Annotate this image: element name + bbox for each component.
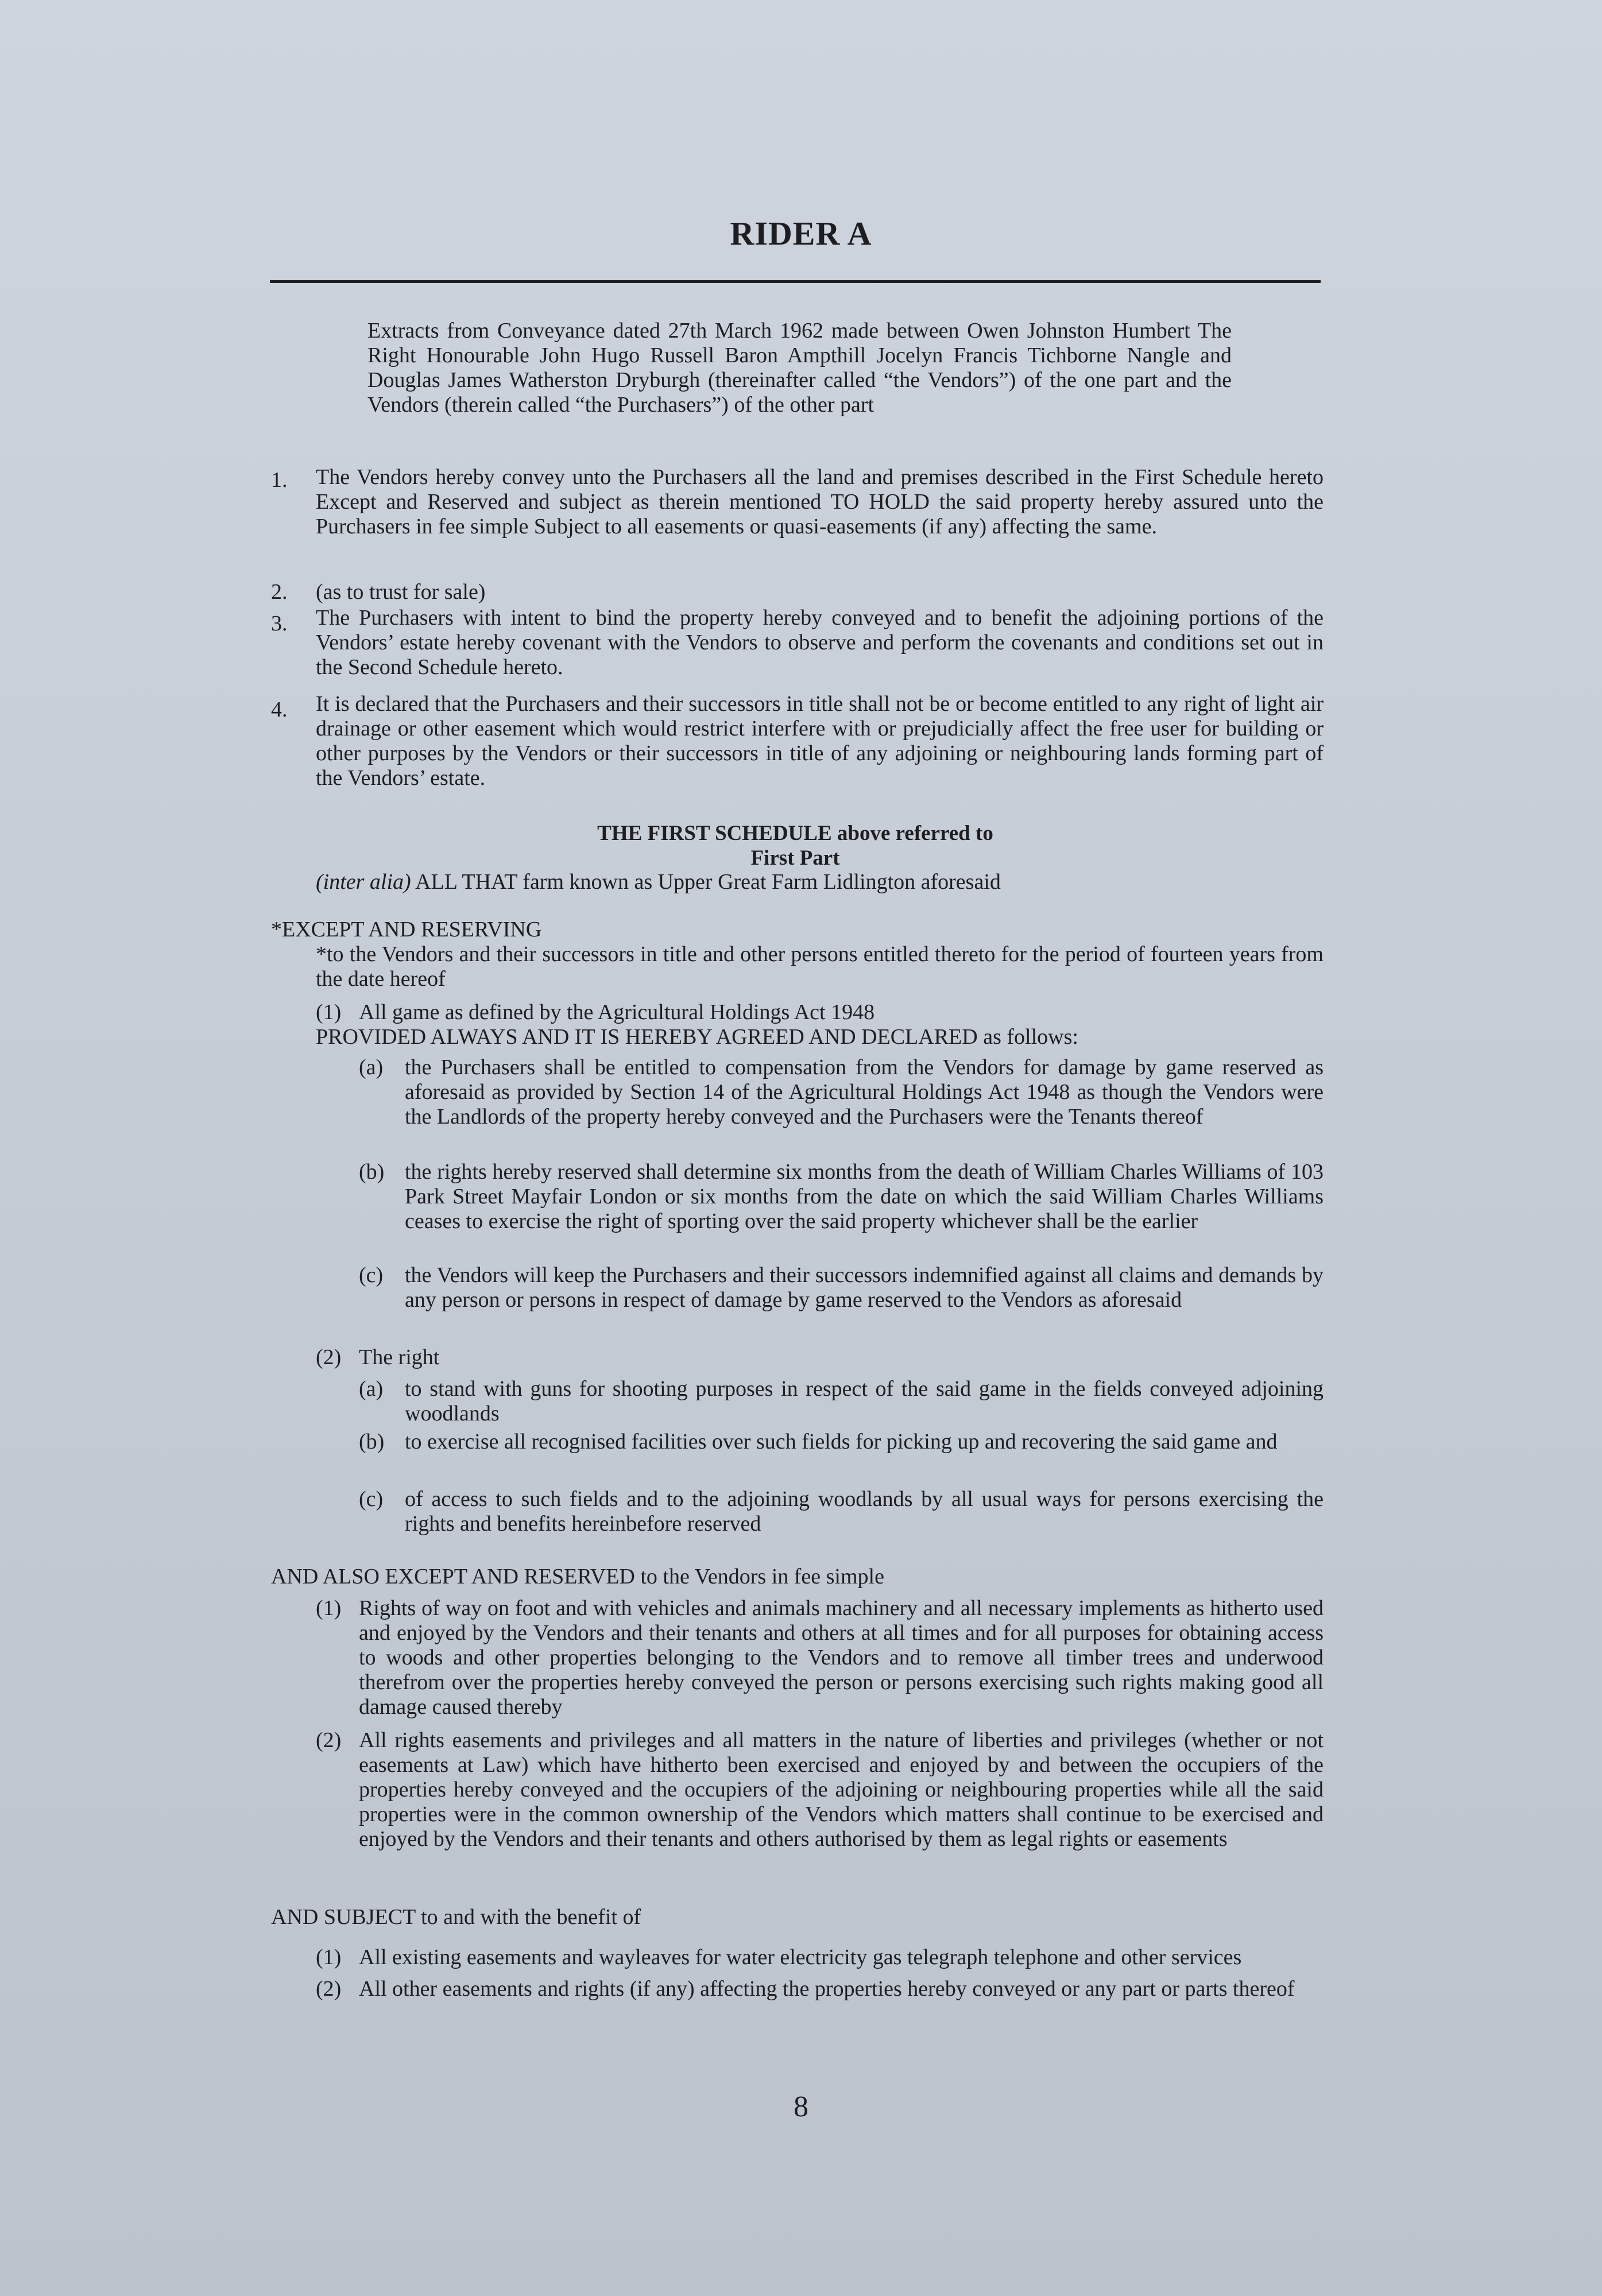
sub2-c-number: (c) xyxy=(359,1487,384,1511)
schedule-subheading: First Part xyxy=(750,846,840,870)
clause-2-text: (as to trust for sale) xyxy=(316,580,486,604)
also-item-1-number: (1) xyxy=(316,1596,342,1620)
sub1-c-number: (c) xyxy=(359,1263,384,1287)
clause-3-number: 3. xyxy=(271,611,288,636)
sub1-c-text: the Vendors will keep the Purchasers and their successors indemnified against all claims and demands by any person or persons in respect of damage by game reserved to the Vendors as aforesaid xyxy=(405,1263,1324,1312)
except-item-2-number: (2) xyxy=(316,1345,342,1369)
except-item-2-text: The right xyxy=(359,1345,440,1369)
except-intro: *to the Vendors and their successors in title and other persons entitled thereto for the period of fourteen years from the date hereof xyxy=(316,942,1324,991)
except-heading: *EXCEPT AND RESERVING xyxy=(271,917,542,942)
clause-1-text: The Vendors hereby convey unto the Purchasers all the land and premises described in the First Schedule hereto Except and Reserved and subject as therein mentioned TO HOLD the said property hereby assured unto the Purchasers in fee simple Subject to all easements or quasi-easements (if any) affecting the same. xyxy=(316,465,1324,539)
clause-4-number: 4. xyxy=(271,698,288,722)
sub1-b-number: (b) xyxy=(359,1160,385,1184)
subject-heading: AND SUBJECT to and with the benefit of xyxy=(271,1905,641,1929)
title-rule xyxy=(270,280,1321,283)
clause-2-number: 2. xyxy=(271,580,288,604)
page-number: 8 xyxy=(794,2090,808,2123)
sub1-a-number: (a) xyxy=(359,1055,384,1079)
subject-item-1-text: All existing easements and wayleaves for water electricity gas telegraph telephone and other services xyxy=(359,1945,1242,1969)
subject-item-2-text: All other easements and rights (if any) affecting the properties hereby conveyed or any part or parts thereof xyxy=(359,1977,1295,2001)
clause-3-text: The Purchasers with intent to bind the property hereby conveyed and to benefit the adjoining portions of the Vendors’ estate hereby covenant with the Vendors to observe and perform the covenants and conditions set out in the Second Schedule hereto. xyxy=(316,606,1324,679)
sub1-b-text: the rights hereby reserved shall determine six months from the death of William Charles Williams of 103 Park Street Mayfair London or six months from the date on which the said William Charles Williams ceases to exercise the right of sporting over the said property whichever shall be the earlier xyxy=(405,1160,1324,1233)
sub2-a-number: (a) xyxy=(359,1377,384,1401)
intro-paragraph: Extracts from Conveyance dated 27th March 1962 made between Owen Johnston Humbert The Right Honourable John Hugo Russell Baron Ampthill Jocelyn Francis Tichborne Nangle and Douglas James Watherston Dryburgh (thereinafter called “the Vendors”) of the one part and the Vendors (therein called “the Purchasers”) of the other part xyxy=(367,319,1232,417)
farm-description: ALL THAT farm known as Upper Great Farm Lidlington aforesaid xyxy=(415,870,1001,894)
subject-item-2-number: (2) xyxy=(316,1977,342,2001)
provided-clause: PROVIDED ALWAYS AND IT IS HEREBY AGREED AND DECLARED as follows: xyxy=(316,1025,1078,1049)
sub2-b-number: (b) xyxy=(359,1430,385,1454)
except-item-1-number: (1) xyxy=(316,1000,342,1024)
page-title: RIDER A xyxy=(730,215,872,252)
also-heading: AND ALSO EXCEPT AND RESERVED to the Vendors in fee simple xyxy=(271,1565,884,1589)
clause-4-text: It is declared that the Purchasers and their successors in title shall not be or become entitled to any right of light air drainage or other easement which would restrict interfere with or prejudicially affect the free user for building or other purposes by the Vendors or their successors in title of any adjoining or neighbouring lands forming part of the Vendors’ estate. xyxy=(316,692,1324,790)
also-item-1-text: Rights of way on foot and with vehicles and animals machinery and all necessary implements as hitherto used and enjoyed by the Vendors and their tenants and others at all times and for all purposes for obtaining access to woods and other properties belonging to the Vendors and to remove all timber trees and underwood therefrom over the properties hereby conveyed the person or persons exercising such rights making good all damage caused thereby xyxy=(359,1596,1324,1719)
inter-alia: (inter alia) xyxy=(316,870,411,894)
schedule-heading: THE FIRST SCHEDULE above referred to xyxy=(597,822,993,845)
also-item-2-number: (2) xyxy=(316,1728,342,1752)
sub2-a-text: to stand with guns for shooting purposes in respect of the said game in the fields conveyed adjoining woodlands xyxy=(405,1377,1324,1426)
sub2-b-text: to exercise all recognised facilities over such fields for picking up and recovering the said game and xyxy=(405,1430,1278,1454)
subject-item-1-number: (1) xyxy=(316,1945,342,1969)
schedule-farm-line xyxy=(316,870,1324,895)
also-item-2-text: All rights easements and privileges and all matters in the nature of liberties and privileges (whether or not easements at Law) which have hitherto been exercised and enjoyed by and between the occupiers of the properties hereby conveyed and the occupiers of the adjoining or neighbouring properties while all the said properties were in the common ownership of the Vendors which matters shall continue to be exercised and enjoyed by the Vendors and their tenants and others authorised by them as legal rights or easements xyxy=(359,1728,1324,1851)
except-item-1-text: All game as defined by the Agricultural Holdings Act 1948 xyxy=(359,1000,875,1024)
sub1-a-text: the Purchasers shall be entitled to compensation from the Vendors for damage by game reserved as aforesaid as provided by Section 14 of the Agricultural Holdings Act 1948 as though the Vendors were the Landlords of the property hereby conveyed and the Purchasers were the Tenants thereof xyxy=(405,1055,1324,1129)
clause-1-number: 1. xyxy=(271,468,288,492)
sub2-c-text: of access to such fields and to the adjoining woodlands by all usual ways for persons exercising the rights and benefits hereinbefore reserved xyxy=(405,1487,1324,1536)
